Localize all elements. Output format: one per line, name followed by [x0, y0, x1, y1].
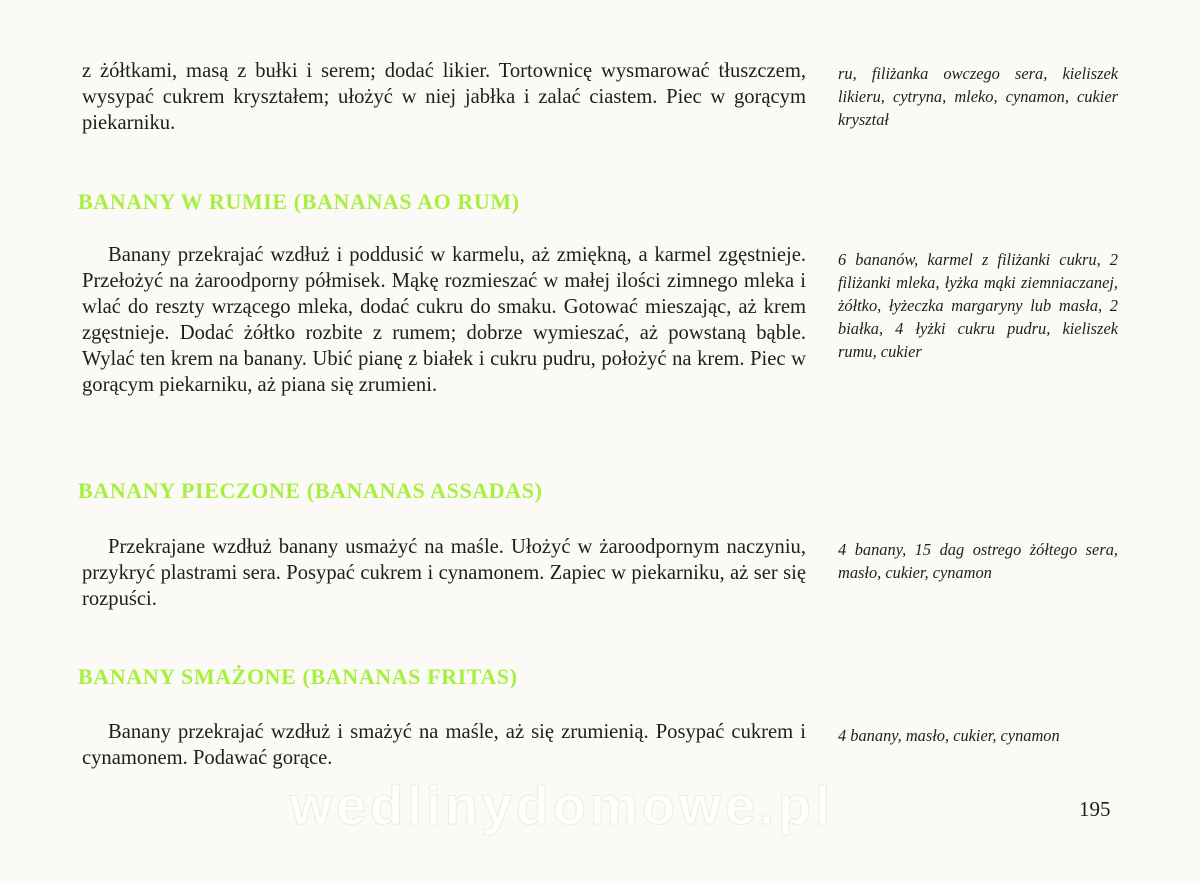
recipe-title-banany-smazone: BANANY SMAŻONE (BANANAS FRITAS) — [78, 664, 518, 689]
recipe-title-banany-pieczone: BANANY PIECZONE (BANANAS ASSADAS) — [78, 478, 543, 503]
recipe-ingredients-banany-smazone: 4 banany, masło, cukier, cynamon — [838, 726, 1060, 745]
recipe-method-banany-w-rumie: Banany przekrajać wzdłuż i poddusić w karmelu, aż zmiękną, a karmel zgęstnieje. Przełożyć na żaroodporny półmisek. Mąkę rozmieszać w małej ilości zimnego mleka i wlać do reszty wrzącego mleka, dodać cukru do smaku. Gotować mieszając, aż krem zgęstnieje. Dodać żółtko rozbite z rumem; dobrze wymieszać, aż powstaną bąble. Wylać ten krem na banany. Ubić pianę z białek i cukru pudru, położyć na krem. Piec w gorącym piekarniku, aż piana się zrumieni. — [82, 244, 806, 396]
continuation-method-text: z żółtkami, masą z bułki i serem; dodać likier. Tortownicę wysmarować tłuszczem, wysypać cukrem kryształem; ułożyć w niej jabłka i zalać ciastem. Piec w gorącym piekarniku. — [82, 60, 806, 134]
page-number: 195 — [1079, 797, 1111, 821]
watermark: wedlinydomowe.pl — [290, 776, 835, 836]
recipe-method-banany-smazone: Banany przekrajać wzdłuż i smażyć na maśle, aż się zrumienią. Posypać cukrem i cynamonem. Podawać gorące. — [82, 721, 806, 769]
recipe-ingredients-banany-w-rumie: 6 bananów, karmel z filiżanki cukru, 2 filiżanki mleka, łyżka mąki ziemniaczanej, żółtko, łyżeczka margaryny lub masła, 2 białka, 4 łyżki cukru pudru, kieliszek rumu, cukier — [838, 250, 1118, 361]
recipe-ingredients-banany-pieczone: 4 banany, 15 dag ostrego żółtego sera, masło, cukier, cynamon — [838, 540, 1118, 582]
recipe-title-banany-w-rumie: BANANY W RUMIE (BANANAS AO RUM) — [78, 189, 520, 214]
recipe-method-banany-pieczone: Przekrajane wzdłuż banany usmażyć na maśle. Ułożyć w żaroodpornym naczyniu, przykryć plastrami sera. Posypać cukrem i cynamonem. Zapiec w piekarniku, aż ser się rozpuści. — [82, 536, 806, 610]
continuation-ingredients: ru, filiżanka owczego sera, kieliszek likieru, cytryna, mleko, cynamon, cukier kryształ — [838, 64, 1118, 129]
